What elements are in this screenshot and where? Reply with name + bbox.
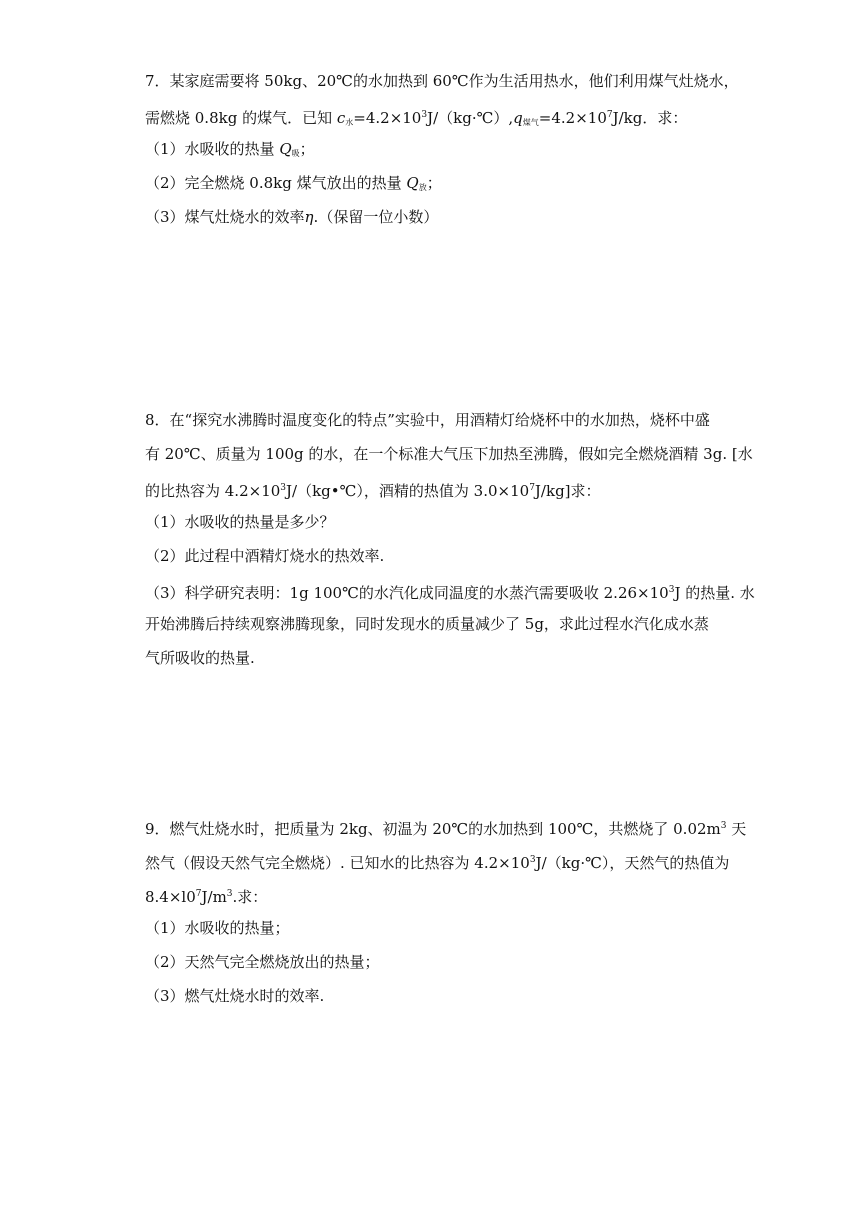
problem-7 xyxy=(145,64,739,234)
problem-9-statement: 9．燃气灶烧水时，把质量为 2kg、初温为 20℃的水加热到 100℃，共燃烧了 0.02m xyxy=(145,820,721,838)
problem-7-line-2 xyxy=(145,98,725,132)
text-segment: J 的热量. 水 xyxy=(674,584,755,602)
heat-value-exponent: 7 xyxy=(606,110,613,120)
problem-8-statement: 8．在“探究水沸腾时温度变化的特点”实验中，用酒精灯给烧杯中的水加热，烧杯中盛 xyxy=(145,411,710,429)
problem-8-line-1 xyxy=(145,403,725,437)
problem-8-line-3 xyxy=(145,471,725,505)
question-text-cont: 气所吸收的热量. xyxy=(145,649,255,667)
question-end: ； xyxy=(426,174,442,192)
question-end: ； xyxy=(299,140,315,158)
question-text-cont: 开始沸腾后持续观察沸腾现象，同时发现水的质量减少了 5g，求此过程水汽化成水蒸 xyxy=(145,615,709,633)
problem-9-line-3 xyxy=(145,877,725,911)
question-text: （2）此过程中酒精灯烧水的热效率. xyxy=(145,547,385,565)
text-segment: 的比热容为 4.2×10 xyxy=(145,482,281,500)
specific-heat-symbol: c xyxy=(336,109,346,127)
question-text: （1）水吸收的热量 xyxy=(145,140,280,158)
problem-9-question-2 xyxy=(145,945,725,979)
problem-7-question-3 xyxy=(145,200,725,234)
exponent: 3 xyxy=(529,855,536,865)
specific-heat-subscript: 水 xyxy=(345,118,354,127)
exponent: 7 xyxy=(195,889,202,899)
text-segment: .求： xyxy=(232,888,268,906)
question-text: （3）燃气灶烧水时的效率. xyxy=(145,987,325,1005)
problem-8-question-3 xyxy=(145,573,755,607)
exponent: 3 xyxy=(668,585,675,595)
question-variable-subscript: 放 xyxy=(418,183,427,192)
problem-9-line-2 xyxy=(145,843,730,877)
problem-7-line-1 xyxy=(145,64,739,98)
problem-9 xyxy=(145,809,747,1013)
question-variable-subscript: 吸 xyxy=(291,149,300,158)
problem-8-question-1 xyxy=(145,505,725,539)
problem-8 xyxy=(145,403,755,675)
question-text: （2）天然气完全燃烧放出的热量； xyxy=(145,953,380,971)
text-segment: 天 xyxy=(726,820,747,838)
question-text: （3）煤气灶烧水的效率 xyxy=(145,208,305,226)
specific-heat-exponent: 3 xyxy=(421,110,428,120)
question-text: （1）水吸收的热量； xyxy=(145,919,290,937)
text-segment: J/kg]求： xyxy=(534,482,601,500)
problem-8-question-2 xyxy=(145,539,725,573)
text-segment: 然气（假设天然气完全燃烧）. 已知水的比热容为 4.2×10 xyxy=(145,854,530,872)
problem-7-question-2 xyxy=(145,166,725,200)
heat-value-symbol: q xyxy=(513,109,523,127)
problem-8-question-3-cont-1 xyxy=(145,607,725,641)
question-text: （1）水吸收的热量是多少？ xyxy=(145,513,335,531)
problem-9-question-1 xyxy=(145,911,725,945)
heat-value-subscript: 煤气 xyxy=(522,118,539,127)
specific-heat-value: =4.2×10 xyxy=(353,109,422,127)
problem-7-given-prefix: 需燃烧 0.8kg 的煤气．已知 xyxy=(145,109,337,127)
problem-8-statement-cont: 有 20℃、质量为 100g 的水，在一个标准大气压下加热至沸腾，假如完全燃烧酒精 3g. [水 xyxy=(145,445,753,463)
problem-9-line-1 xyxy=(145,809,747,843)
exponent: 3 xyxy=(280,483,287,493)
question-end: .（保留一位小数） xyxy=(313,208,439,226)
problem-7-question-1 xyxy=(145,132,725,166)
text-segment: 8.4×l0 xyxy=(145,888,196,906)
problem-8-question-3-cont-2 xyxy=(145,641,725,675)
problem-7-statement: 7．某家庭需要将 50kg、20℃的水加热到 60℃作为生活用热水，他们利用煤气灶烧水， xyxy=(145,72,739,90)
problem-9-question-3 xyxy=(145,979,725,1013)
problem-8-line-2 xyxy=(145,437,753,471)
text-segment: J/m xyxy=(201,888,227,906)
text-segment: J/（kg•℃），酒精的热值为 3.0×10 xyxy=(286,482,530,500)
specific-heat-unit: J/（kg·℃）, xyxy=(427,109,514,127)
heat-value-value: =4.2×10 xyxy=(538,109,607,127)
text-segment: J/（kg·℃），天然气的热值为 xyxy=(535,854,730,872)
question-variable: Q xyxy=(279,140,292,158)
question-text: （3）科学研究表明：1g 100℃的水汽化成同温度的水蒸汽需要吸收 2.26×10 xyxy=(145,584,669,602)
exponent: 3 xyxy=(720,821,727,831)
question-variable: Q xyxy=(406,174,419,192)
heat-value-unit: J/kg．求： xyxy=(612,109,688,127)
exponent: 7 xyxy=(529,483,535,493)
question-text: （2）完全燃烧 0.8kg 煤气放出的热量 xyxy=(145,174,407,192)
question-variable: η xyxy=(304,208,314,226)
exponent: 3 xyxy=(226,889,233,899)
